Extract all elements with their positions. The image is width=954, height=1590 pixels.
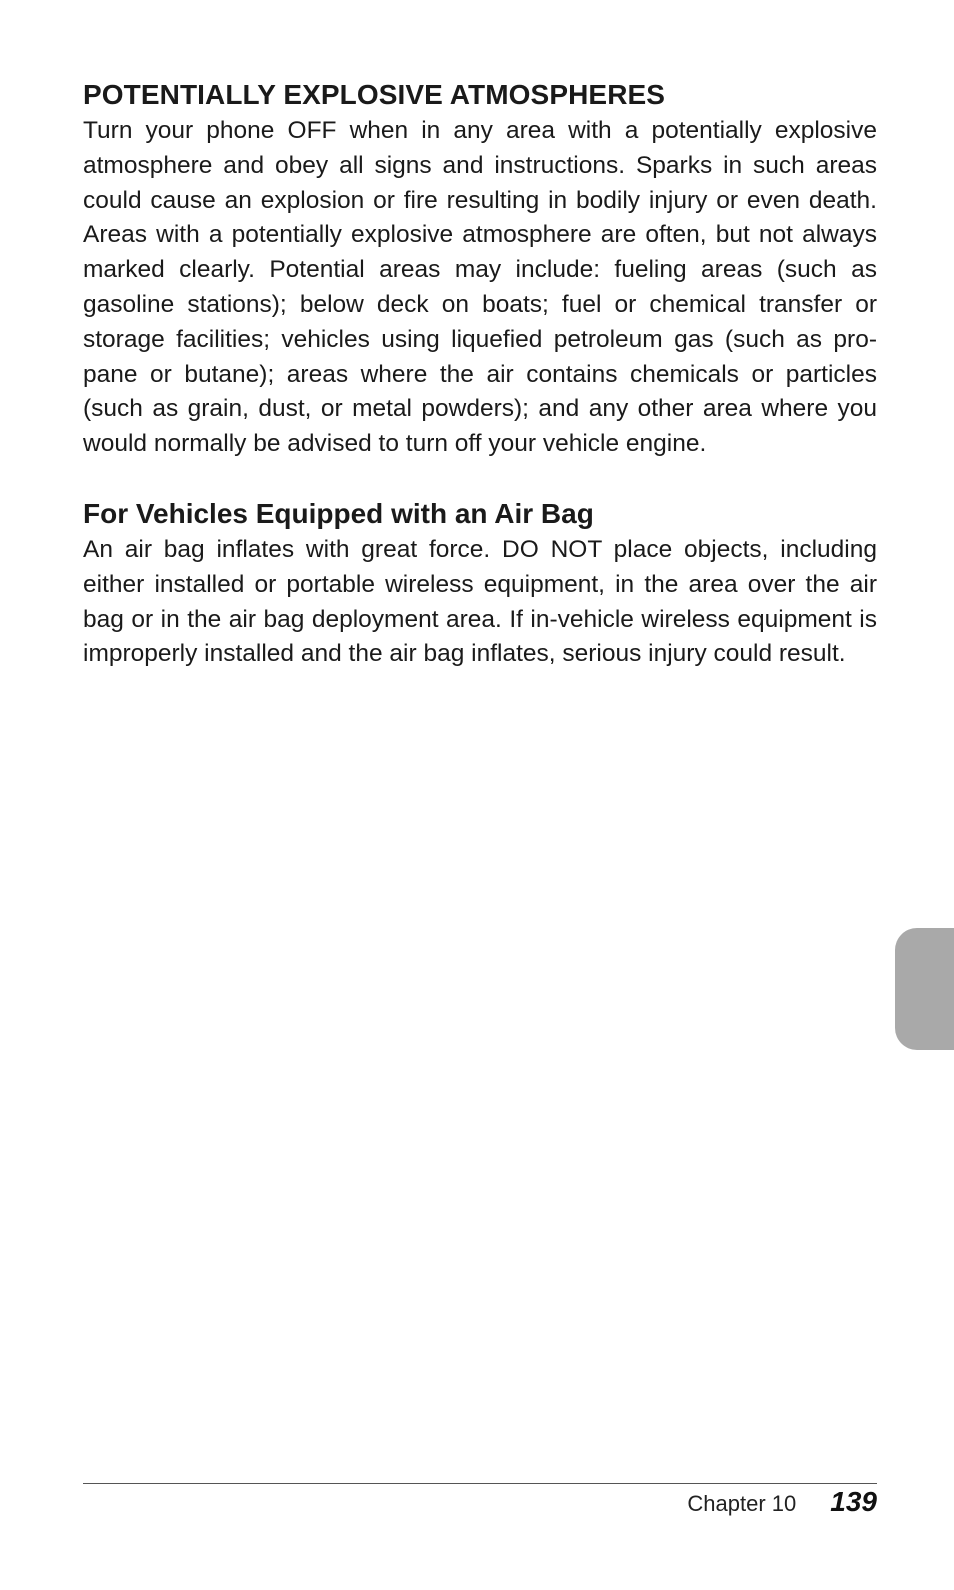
page-number: 139	[830, 1486, 877, 1517]
page-content	[83, 76, 877, 672]
section-air-bag	[83, 495, 877, 672]
section-heading: For Vehicles Equipped with an Air Bag	[83, 497, 594, 529]
chapter-thumb-tab	[895, 928, 954, 1050]
section-explosive-atmospheres	[83, 76, 877, 462]
section-body: Turn your phone OFF when in any area with a potentially explosive atmosphere and obey all signs and instructions. Sparks in such areas could cause an explosion or fire resulting in bodily injury or even death. Areas with a potentially explosive atmosphere are often, but not always marked clearly. Potential areas may include: fueling areas (such as gasoline stations); below deck on boats; fuel or chemical transfer or storage facilities; vehicles using liquefied petroleum gas (such as propane or butane); areas where the air contains chemicals or particles (such as grain, dust, or metal powders); and any other area where you would normally be advised to turn off your vehicle engine.	[83, 117, 877, 458]
section-heading: POTENTIALLY EXPLOSIVE ATMOSPHERES	[83, 79, 666, 110]
section-body: An air bag inflates with great force. DO NOT place objects, including either installed or portable wireless equipment, in the area over the air bag or in the air bag deployment area. If in-vehicle wireless equipment is improperly installed and the air bag inflates, serious injury could result.	[83, 535, 877, 668]
footer-divider	[83, 1483, 877, 1484]
chapter-label: Chapter 10	[687, 1491, 797, 1516]
page-footer	[83, 1486, 877, 1526]
